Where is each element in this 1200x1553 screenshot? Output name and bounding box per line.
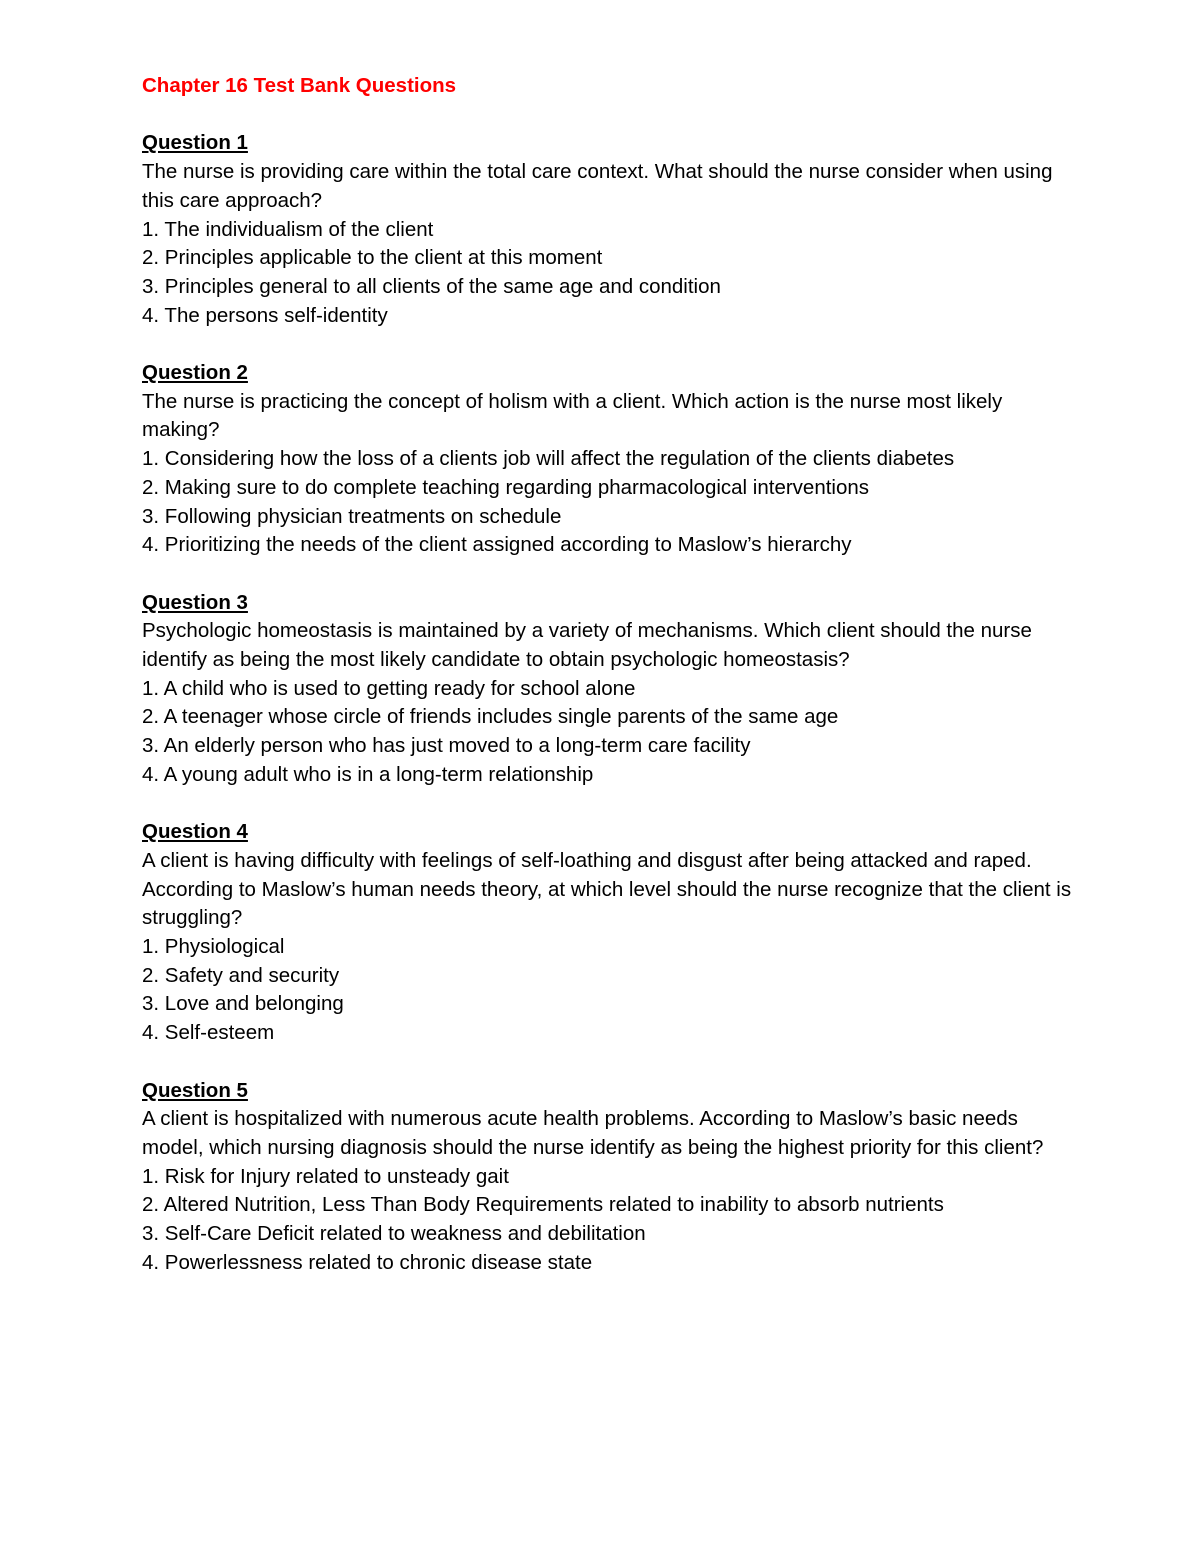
answer-option: 1. Risk for Injury related to unsteady gait (142, 1164, 509, 1188)
question-heading: Question 1 (142, 131, 248, 155)
question-heading: Question 2 (142, 361, 248, 384)
answer-option: 1. Considering how the loss of a clients job will affect the regulation of the clients diabetes (142, 447, 955, 471)
question-block (142, 129, 1072, 330)
answer-option: 3. Love and belonging (142, 992, 344, 1016)
answer-options (142, 216, 1072, 331)
question-text: The nurse is practicing the concept of holism with a client. Which action is the nurse most likely making? (142, 389, 1003, 442)
answer-option: 3. Following physician treatments on schedule (142, 504, 562, 528)
answer-option: 3. Principles general to all clients of the same age and condition (142, 274, 721, 298)
question-block (142, 359, 1072, 560)
answer-option: 4. The persons self-identity (142, 303, 388, 327)
answer-option: 3. Self-Care Deficit related to weakness and debilitation (142, 1222, 646, 1246)
answer-options (142, 1163, 1072, 1278)
question-block (142, 589, 1072, 790)
page-title: Chapter 16 Test Bank Questions (142, 74, 457, 97)
answer-option: 2. Safety and security (142, 963, 340, 987)
answer-option: 1. A child who is used to getting ready for school alone (142, 676, 636, 700)
answer-option: 2. Altered Nutrition, Less Than Body Requirements related to inability to absorb nutrients (142, 1193, 944, 1217)
question-text: A client is hospitalized with numerous acute health problems. According to Maslow’s basic needs model, which nursing diagnosis should the nurse identify as being the highest priority for this client? (142, 1107, 1044, 1159)
question-text: The nurse is providing care within the total care context. What should the nurse consider when using this care approach? (142, 160, 1053, 212)
answer-option: 2. Making sure to do complete teaching regarding pharmacological interventions (142, 475, 870, 499)
answer-option: 4. Powerlessness related to chronic disease state (142, 1250, 593, 1274)
answer-option: 3. An elderly person who has just moved to a long-term care facility (142, 734, 751, 758)
question-text: A client is having difficulty with feelings of self-loathing and disgust after being attacked and raped. According to Maslow’s human needs theory, at which level should the nurse recognize that the client is struggling? (142, 848, 1072, 930)
answer-option: 4. Self-esteem (142, 1021, 275, 1045)
question-heading: Question 5 (142, 1078, 248, 1102)
answer-option: 2. Principles applicable to the client at this moment (142, 246, 603, 270)
question-heading: Question 3 (142, 590, 248, 614)
document-page (142, 72, 1072, 1306)
answer-options (142, 445, 1072, 560)
answer-option: 4. A young adult who is in a long-term relationship (142, 762, 594, 786)
question-block (142, 818, 1072, 1048)
answer-options (142, 933, 1072, 1048)
answer-option: 1. The individualism of the client (142, 217, 434, 241)
question-heading: Question 4 (142, 820, 248, 844)
answer-option: 4. Prioritizing the needs of the client assigned according to Maslow’s hierarchy (142, 533, 852, 557)
question-block (142, 1077, 1072, 1278)
question-text: Psychologic homeostasis is maintained by a variety of mechanisms. Which client should the nurse identify as being the most likely candidate to obtain psychologic homeostasis? (142, 619, 1032, 672)
answer-options (142, 675, 1072, 790)
answer-option: 2. A teenager whose circle of friends includes single parents of the same age (142, 705, 839, 729)
answer-option: 1. Physiological (142, 935, 285, 959)
